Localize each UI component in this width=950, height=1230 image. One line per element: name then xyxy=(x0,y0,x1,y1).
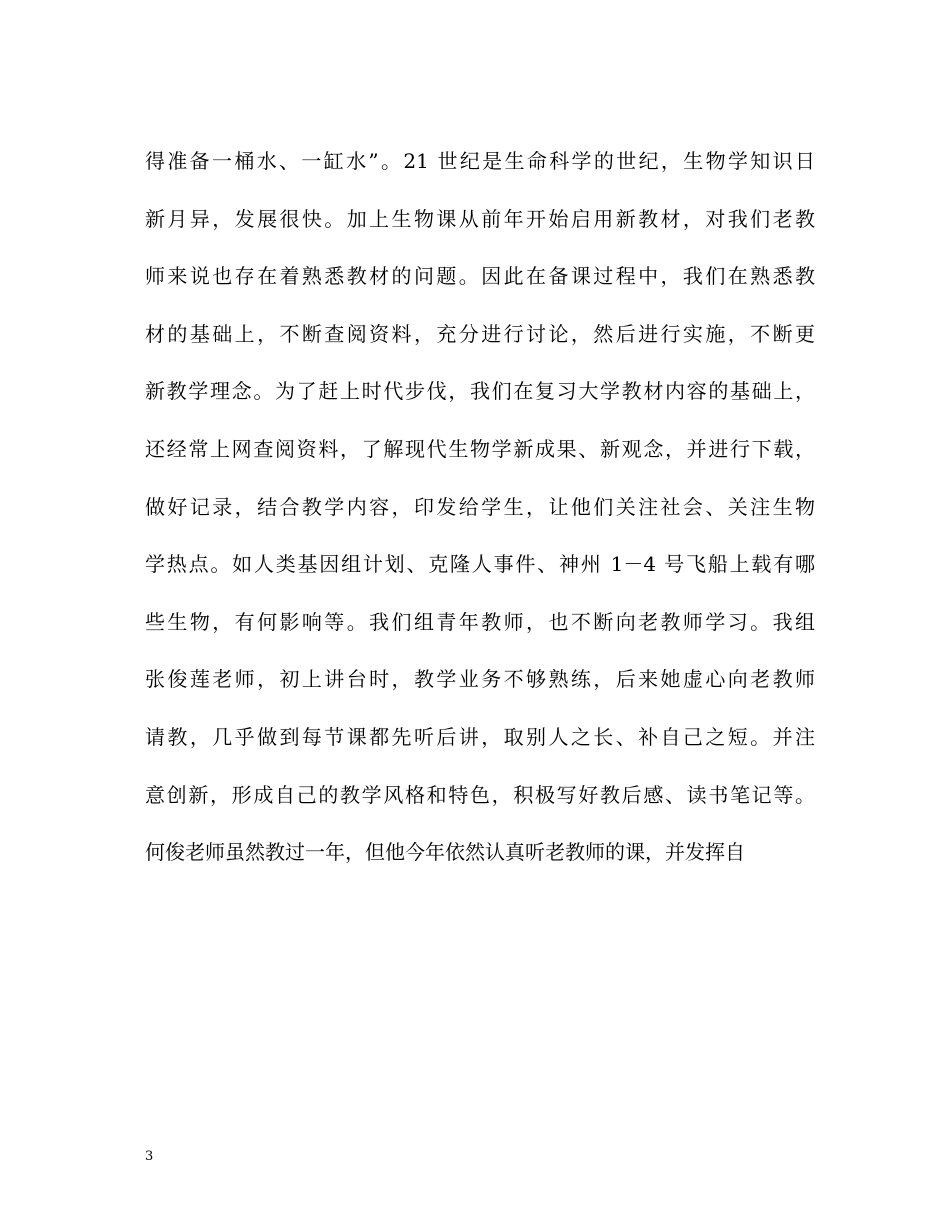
page-number: 3 xyxy=(145,1149,154,1164)
text-line: 何俊老师虽然教过一年，但他今年依然认真听老教师的课，并发挥自 xyxy=(145,840,745,865)
text-line: 张俊莲老师，初上讲台时，教学业务不够熟练，后来她虚心向老教师 xyxy=(145,667,815,692)
body-text xyxy=(145,133,815,882)
text-line: 学热点。如人类基因组计划、克隆人事件、神州 1－4 号飞船上载有哪 xyxy=(145,552,815,577)
text-line: 材的基础上，不断查阅资料，充分进行讨论，然后进行实施，不断更 xyxy=(145,321,815,346)
text-line: 新教学理念。为了赶上时代步伐，我们在复习大学教材内容的基础上， xyxy=(145,379,815,404)
text-line: 些生物，有何影响等。我们组青年教师，也不断向老教师学习。我组 xyxy=(145,609,815,634)
text-line: 新月异，发展很快。加上生物课从前年开始启用新教材，对我们老教 xyxy=(145,206,815,231)
text-line: 师来说也存在着熟悉教材的问题。因此在备课过程中，我们在熟悉教 xyxy=(145,264,815,289)
text-line: 做好记录，结合教学内容，印发给学生，让他们关注社会、关注生物 xyxy=(145,494,815,519)
text-line: 请教，几乎做到每节课都先听后讲，取别人之长、补自己之短。并注 xyxy=(145,724,815,749)
text-line: 意创新，形成自己的教学风格和特色，积极写好教后感、读书笔记等。 xyxy=(145,782,815,807)
text-line: 得准备一桶水、一缸水”。21 世纪是生命科学的世纪，生物学知识日 xyxy=(145,149,815,173)
text-line: 还经常上网查阅资料，了解现代生物学新成果、新观念，并进行下载， xyxy=(145,436,815,461)
